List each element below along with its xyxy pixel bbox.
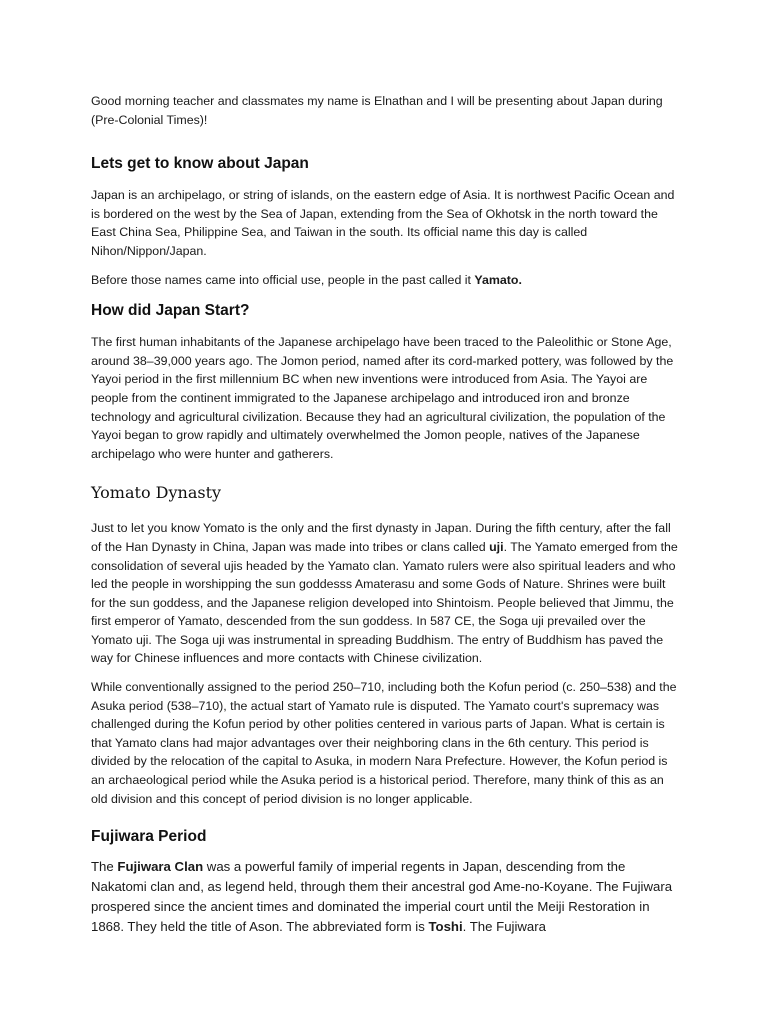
toshi-bold: Toshi bbox=[428, 918, 463, 934]
yomato-text-b: . The Yamato emerged from the consolidation of several ujis headed by the Yamato clan. Yamato rulers were also spiritual leaders and who led the people in worshipping the sun goddesss Amaterasu and some Gods of Nature. Shrines were built for the sun goddess, and the Japanese religion developed into Shintoism. People believed that Jimmu, the first emperor of Yamato, descended from the sun goddess. In 587 CE, the Soga uji prevailed over the Yomato uji. The Soga uji was instrumental in spreading Buddhism. The entry of Buddhism has paved the way for Chinese influences and more contacts with Chinese civilization. bbox=[91, 539, 678, 666]
heading-japan-start: How did Japan Start? bbox=[91, 302, 250, 320]
yomato-text-a: Just to let you know Yomato is the only and the first dynasty in Japan. During the fifth century, after the fall of the Han Dynasty in China, Japan was made into tribes or clans called bbox=[91, 521, 671, 554]
paragraph-yomato-dynasty bbox=[91, 519, 681, 668]
intro-paragraph: Good morning teacher and classmates my name is Elnathan and I will be presenting about Japan during (Pre-Colonial Times)! bbox=[91, 94, 663, 127]
heading-yomato-dynasty: Yomato Dynasty bbox=[91, 483, 222, 503]
paragraph-japan-start: The first human inhabitants of the Japanese archipelago have been traced to the Paleolithic or Stone Age, around 38–39,000 years ago. The Jomon period, named after its cord-marked pottery, was followed by the Yayoi period in the first millennium BC when new inventions were introduced from Asia. The Yayoi are people from the continent immigrated to the Japanese archipelago and introduced iron and bronze technology and agricultural civilization. Because they had an agricultural civilization, the population of the Yayoi began to grow rapidly and ultimately overwhelmed the Jomon people, natives of the Japanese archipelago who were hunter and gatherers. bbox=[91, 335, 674, 461]
paragraph-japan-geography: Japan is an archipelago, or string of islands, on the eastern edge of Asia. It is northwest Pacific Ocean and is bordered on the west by the Sea of Japan, extending from the Sea of Okhotsk in the north toward the East China Sea, Philippine Sea, and Taiwan in the south. Its official name this day is called Nihon/Nippon/Japan. bbox=[91, 188, 675, 258]
heading-know-japan: Lets get to know about Japan bbox=[91, 155, 309, 173]
fujiwara-text-c: . The Fujiwara bbox=[462, 918, 546, 934]
heading-fujiwara-period: Fujiwara Period bbox=[91, 828, 207, 846]
yamato-name-text: Before those names came into official use, people in the past called it bbox=[91, 272, 475, 287]
document-page bbox=[91, 92, 681, 936]
paragraph-yamato-name bbox=[91, 271, 681, 290]
fujiwara-text-a: The bbox=[91, 859, 118, 875]
fujiwara-clan-bold: Fujiwara Clan bbox=[117, 859, 204, 875]
uji-bold: uji bbox=[489, 539, 504, 554]
paragraph-yamato-period: While conventionally assigned to the period 250–710, including both the Kofun period (c. 250–538) and the Asuka period (538–710), the actual start of Yamato rule is disputed. The Yamato court's supremacy was challenged during the Kofun period by other polities centered in various parts of Japan. What is certain is that Yamato clans had major advantages over their neighboring clans in the 6th century. This period is divided by the relocation of the capital to Asuka, in modern Nara Prefecture. However, the Kofun period is an archaeological period while the Asuka period is a historical period. Therefore, many think of this as an old division and this concept of period division is no longer applicable. bbox=[91, 680, 677, 806]
yamato-name-bold: Yamato. bbox=[474, 272, 522, 287]
fujiwara-text-b: was a powerful family of imperial regents in Japan, descending from the Nakatomi clan and, as legend held, through them their ancestral god Ame-no-Koyane. The Fujiwara prospered since the ancient times and dominated the imperial court until the Meiji Restoration in 1868. They held the title of Ason. The abbreviated form is bbox=[91, 859, 673, 934]
paragraph-fujiwara bbox=[91, 857, 681, 936]
